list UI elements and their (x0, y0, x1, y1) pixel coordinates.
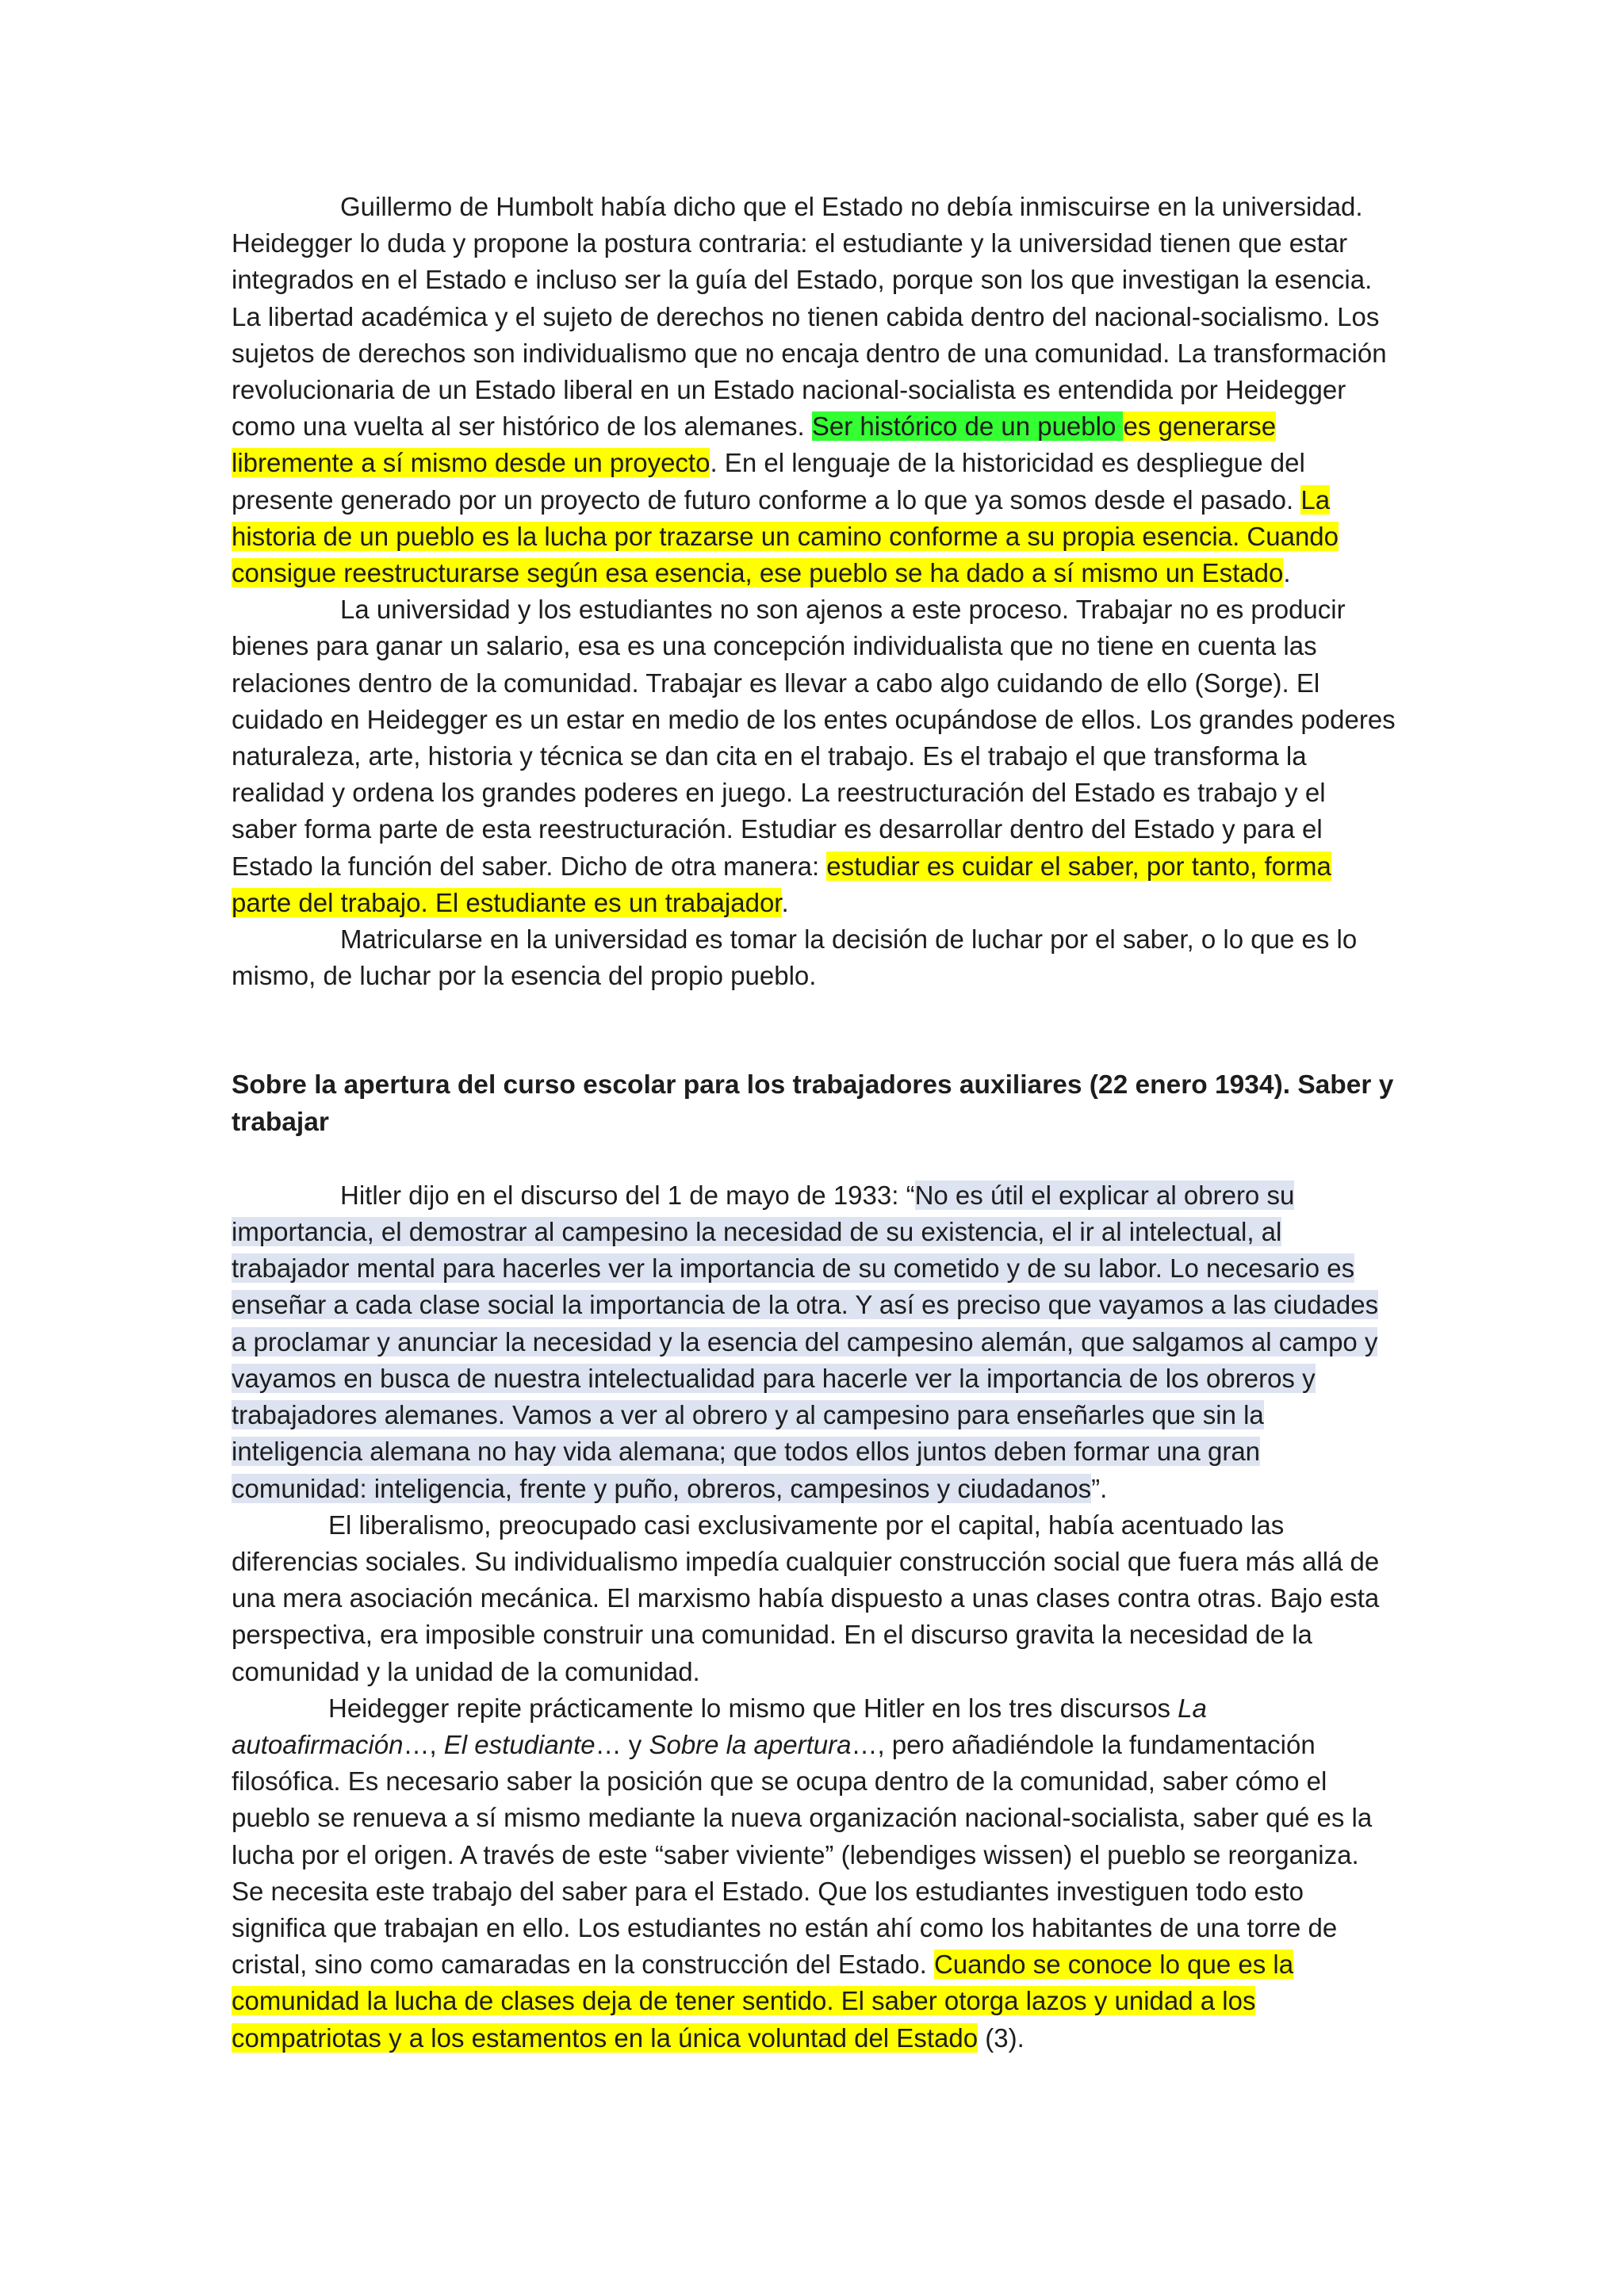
paragraph-text: …, pero añadiéndole la fundamentación filosófica. Es necesario saber la posición que se ocupa dentro de la comunidad, saber cómo el pueblo se renueva a sí mismo mediante la nueva organización nacional-socialista, saber qué es la lucha por el origen. A través de este “saber viviente” (lebendiges wissen) el pueblo se reorganiza. Se necesita este trabajo del saber para el Estado. Que los estudiantes investiguen todo esto significa que trabajan en ello. Los estudiantes no están ahí como los habitantes de una torre de cristal, sino como camaradas en la construcción del Estado. (232, 1729, 1373, 1980)
document-page (232, 189, 1397, 2057)
paragraph-text: . (1283, 558, 1291, 588)
paragraph-text: ”. (1091, 1473, 1108, 1503)
paragraph-heidegger-repite (232, 1690, 1397, 2057)
section-heading: Sobre la apertura del curso escolar para los trabajadores auxiliares (22 enero 1934). Saber y trabajar (232, 1070, 1394, 1137)
paragraph-text: …, (403, 1729, 444, 1759)
italic-title: La autoafirmación (232, 1693, 1207, 1759)
paragraph-text: . (781, 887, 789, 917)
highlight-yellow: Cuando se conoce lo que es la comunidad la lucha de clases deja de tener sentido. El saber otorga lazos y unidad a los compatriotas y a los estamentos en la única voluntad del Estado (232, 1950, 1294, 2053)
highlight-green: Ser histórico de un pueblo (811, 411, 1124, 442)
paragraph-text: Matricularse en la universidad es tomar la decisión de luchar por el saber, o lo que es lo mismo, de luchar por la esencia del propio pueblo. (232, 924, 1358, 991)
paragraph-text: … y (595, 1729, 649, 1759)
paragraph-text: La universidad y los estudiantes no son ajenos a este proceso. Trabajar no es producir bienes para ganar un salario, esa es una concepción individualista que no tiene en cuenta las relaciones dentro de la comunidad. Trabajar es llevar a cabo algo cuidando de ello (Sorge). El cuidado en Heidegger es un estar en medio de los entes ocupándose de ellos. Los grandes poderes naturaleza, arte, historia y técnica se dan cita en el trabajo. Es el trabajo el que transforma la realidad y ordena los grandes poderes en juego. La reestructuración del Estado es trabajo y el saber forma parte de esta reestructuración. Estudiar es desarrollar dentro del Estado y para el Estado la función del saber. Dicho de otra manera: (232, 595, 1396, 881)
paragraph-text: Guillermo de Humbolt había dicho que el Estado no debía inmiscuirse en la universidad. Heidegger lo duda y propone la postura contraria: el estudiante y la universidad tienen que estar integrados en el Estado e incluso ser la guía del Estado, porque son los que investigan la esencia. La libertad académica y el sujeto de derechos no tienen cabida dentro del nacional-socialismo. Los sujetos de derechos son individualismo que no encaja dentro de una comunidad. La transformación revolucionaria de un Estado liberal en un Estado nacional-socialista es entendida por Heidegger como una vuelta al ser histórico de los alemanes. (232, 192, 1387, 442)
paragraph-text: . En el lenguaje de la historicidad es despliegue del presente generado por un proyecto de futuro conforme a lo que ya somos desde el pasado. (232, 448, 1305, 515)
paragraph-text: Hitler dijo en el discurso del 1 de mayo de 1933: “ (340, 1180, 915, 1210)
paragraph-liberalismo (232, 1507, 1397, 1690)
highlight-yellow: es generarse libremente a sí mismo desde un proyecto (232, 411, 1277, 478)
paragraph-text: (3). (978, 2022, 1025, 2053)
paragraph-text: El liberalismo, preocupado casi exclusivamente por el capital, había acentuado las diferencias sociales. Su individualismo impedía cualquier construcción social que fuera más allá de una mera asociación mecánica. El marxismo había dispuesto a unas clases contra otras. Bajo esta perspectiva, era imposible construir una comunidad. En el discurso gravita la necesidad de la comunidad y la unidad de la comunidad. (232, 1510, 1380, 1686)
paragraph-text: Heidegger repite prácticamente lo mismo que Hitler en los tres discursos (328, 1693, 1178, 1723)
paragraph-humboldt (232, 189, 1397, 591)
highlight-yellow: La historia de un pueblo es la lucha por trazarse un camino conforme a su propia esencia. Cuando consigue reestructurarse según esa esencia, ese pueblo se ha dado a sí mismo un Estado (232, 484, 1339, 588)
paragraph-matricularse (232, 921, 1397, 994)
italic-title: El estudiante (443, 1729, 596, 1759)
highlight-blue-quote: No es útil el explicar al obrero su importancia, el demostrar al campesino la necesidad de su existencia, el ir al intelectual, al trabajador mental para hacerles ver la importancia de su cometido y de su labor. Lo necesario es enseñar a cada clase social la importancia de la otra. Y así es preciso que vayamos a las ciudades a proclamar y anunciar la necesidad y la esencia del campesino alemán, que salgamos al campo y vayamos en busca de nuestra intelectualidad para hacerle ver la importancia de los obreros y trabajadores alemanes. Vamos a ver al obrero y al campesino para enseñarles que sin la inteligencia alemana no hay vida alemana; que todos ellos juntos deben formar una gran comunidad: inteligencia, frente y puño, obreros, campesinos y ciudadanos (232, 1180, 1379, 1503)
paragraph-hitler-quote (232, 1177, 1397, 1507)
italic-title: Sobre la apertura (649, 1729, 852, 1759)
highlight-yellow: estudiar es cuidar el saber, por tanto, forma parte del trabajo. El estudiante es un trabajador (232, 851, 1331, 917)
paragraph-universidad (232, 591, 1397, 921)
